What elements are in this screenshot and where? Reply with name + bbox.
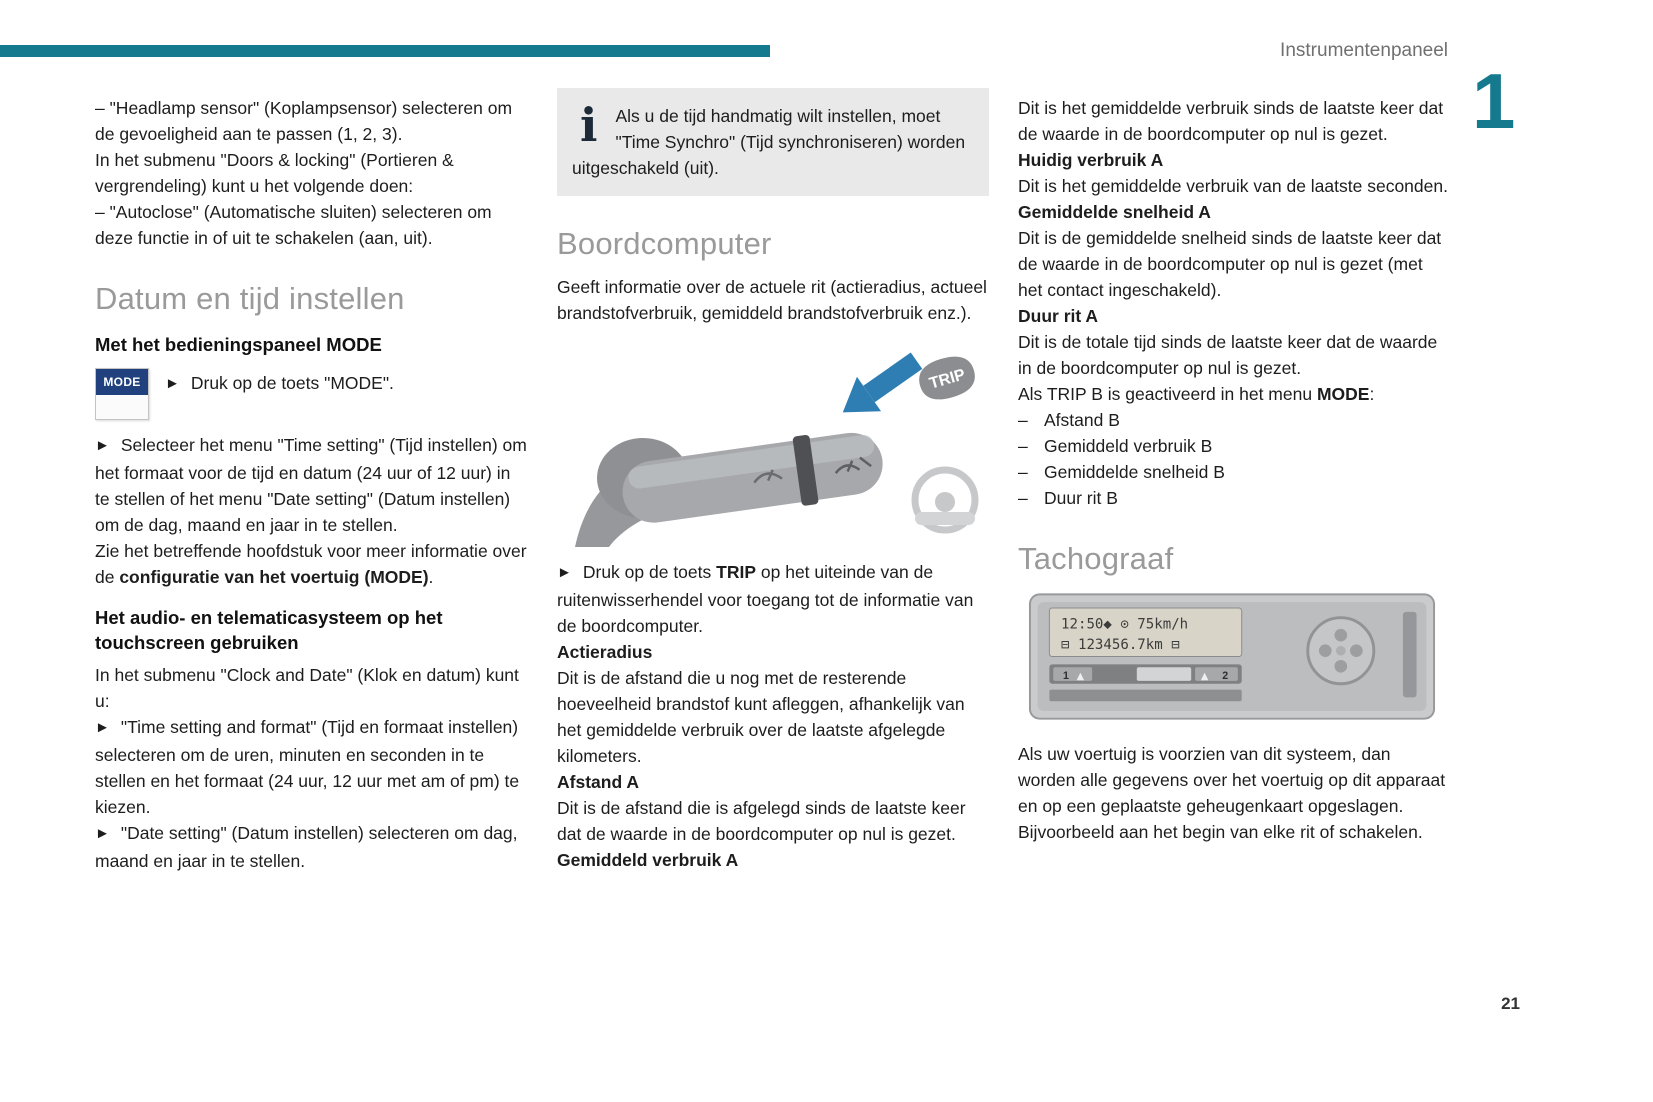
step-text: "Date setting" (Datum instellen) selecteren om dag, maand en jaar in te stellen. [95, 822, 518, 871]
paragraph: Dit is de totale tijd sinds de laatste keer dat de waarde in de boordcomputer op nul is gezet. [1018, 332, 1438, 378]
dash: – [1018, 488, 1028, 508]
list-item-label: Gemiddelde snelheid B [1044, 462, 1225, 482]
button-1-label: 1 [1062, 669, 1069, 682]
list-item-label: Afstand B [1044, 410, 1120, 430]
section-heading-tachograaf: Tachograaf [1018, 541, 1174, 576]
term-heading-gemiddeld-verbruik-a: Gemiddeld verbruik A [557, 849, 739, 870]
running-header: Instrumentenpaneel [1280, 40, 1448, 61]
paragraph: Dit is de afstand die u nog met de resterende hoeveelheid brandstof kunt afleggen, afhankelijk van het gemiddelde verbruik over de laatste afgelegde kilometers. [557, 667, 965, 766]
side-slot [1403, 611, 1417, 696]
column-middle [557, 88, 989, 873]
tachograph-buttons [1049, 664, 1241, 683]
step-arrow-icon: ► [557, 563, 572, 581]
text-run-bold: MODE [1316, 384, 1370, 404]
paragraph: Bijvoorbeeld aan het begin van elke rit of schakelen. [1018, 821, 1423, 842]
paragraph: Geeft informatie over de actuele rit (actieradius, actueel brandstofverbruik, gemiddeld brandstofverbruik enz.). [557, 276, 987, 323]
display-line-2: ⊟ 123456.7km ⊟ [1061, 636, 1180, 653]
step-text: Selecteer het menu "Time setting" (Tijd instellen) om het formaat voor de tijd en datum (24 uur of 12 uur) in te stellen of het menu "Date setting" (Datum instellen) om de dag, maand en jaar in te stellen. [95, 434, 527, 535]
page-number: 21 [1501, 994, 1520, 1013]
step-text: "Time setting and format" (Tijd en formaat instellen) selecteren om de uren, minuten en seconden in te stellen en het formaat (24 uur, 12 uur met am of pm) te kiezen. [95, 716, 520, 817]
paragraph: Dit is het gemiddelde verbruik van de laatste seconden. [1018, 176, 1448, 196]
step-instruction [557, 559, 989, 639]
term-heading-actieradius: Actieradius [557, 641, 653, 662]
wiper-stalk-illustration [557, 342, 987, 547]
tachograph-display [1049, 608, 1241, 657]
trip-button-badge [915, 351, 980, 405]
step-instruction [95, 432, 527, 538]
term-heading-huidig-verbruik-a: Huidig verbruik A [1018, 150, 1164, 170]
text-run: Zie het betreffende hoofdstuk voor meer informatie over de [95, 540, 527, 587]
tachograph-illustration [1028, 591, 1436, 725]
top-accent-bar [0, 45, 770, 57]
column-left [95, 95, 527, 874]
list-item-label: Gemiddeld verbruik B [1044, 436, 1213, 456]
step-instruction [95, 714, 527, 820]
dash: – [1018, 410, 1028, 430]
section-heading-datum-en-tijd: Datum en tijd instellen [95, 281, 405, 316]
step-arrow-icon: ► [165, 374, 180, 392]
paragraph: In het submenu "Doors & locking" (Portieren & vergrendeling) kunt u het volgende doen: [95, 150, 454, 196]
text-run-bold: TRIP [716, 561, 757, 582]
list-item [1018, 407, 1450, 433]
term-heading-duur-rit-a: Duur rit A [1018, 306, 1099, 326]
text-run: Druk op de toets [582, 561, 717, 582]
pointer-arrow-icon [831, 343, 929, 429]
paragraph: Dit is de afstand die is afgelegd sinds de laatste keer dat de waarde in de boordcomputer op nul is gezet. [557, 797, 966, 844]
list-item [1018, 433, 1450, 459]
text-run: : [1369, 384, 1375, 404]
step-arrow-icon: ► [95, 436, 110, 454]
dash: – [1018, 462, 1028, 482]
term-heading-gemiddelde-snelheid-a: Gemiddelde snelheid A [1018, 202, 1211, 222]
step-text: Druk op de toets "MODE". [190, 372, 394, 393]
chapter-number-tab: 1 [1472, 57, 1516, 145]
step-instruction [95, 820, 527, 874]
text-run: op het uiteinde van de ruitenwisserhendel voor toegang tot de informatie van de boordcomputer. [557, 561, 974, 636]
subheading-audio-telematica: Het audio- en telematicasysteem op het touchscreen gebruiken [95, 606, 443, 653]
card-slot [1049, 689, 1241, 701]
info-note [557, 88, 989, 196]
mode-step-row [95, 368, 527, 420]
paragraph: – "Autoclose" (Automatische sluiten) selecteren om deze functie in of uit te schakelen (aan, uit). [95, 202, 492, 248]
step-instruction [165, 368, 394, 398]
text-run: . [428, 566, 434, 587]
button-up-icon: ▲ [1200, 670, 1209, 682]
mode-button-label: MODE [96, 369, 148, 395]
list-item [1018, 485, 1450, 511]
info-icon: i [580, 98, 598, 152]
display-line-1: 12:50◆ ⊙ 75km/h [1061, 616, 1189, 633]
text-run: Als TRIP B is geactiveerd in het menu [1018, 384, 1317, 404]
steering-wheel-icon [915, 470, 975, 530]
info-note-text: Als u de tijd handmatig wilt instellen, moet "Time Synchro" (Tijd synchroniseren) worden uitgeschakeld (uit). [572, 106, 966, 178]
paragraph: – "Headlamp sensor" (Koplampsensor) selecteren om de gevoeligheid aan te passen (1, 2, 3). [95, 98, 513, 144]
button-2-label: 2 [1222, 669, 1229, 682]
mode-button-icon [95, 368, 149, 420]
term-heading-afstand-a: Afstand A [557, 771, 639, 792]
text-run-bold: configuratie van het voertuig (MODE) [119, 566, 429, 587]
step-arrow-icon: ► [95, 824, 110, 842]
list-item-label: Duur rit B [1044, 488, 1118, 508]
dash: – [1018, 436, 1028, 456]
rotary-knob [1308, 617, 1374, 683]
column-right [1018, 95, 1450, 845]
step-arrow-icon: ► [95, 718, 110, 736]
section-heading-boordcomputer: Boordcomputer [557, 226, 772, 261]
paragraph: Dit is het gemiddelde verbruik sinds de laatste keer dat de waarde in de boordcomputer op nul is gezet. [1018, 98, 1444, 144]
list-item [1018, 459, 1450, 485]
paragraph [1018, 381, 1450, 407]
button-up-icon: ▲ [1076, 670, 1085, 682]
paragraph: Dit is de gemiddelde snelheid sinds de laatste keer dat de waarde in de boordcomputer op nul is gezet (met het contact ingeschakeld). [1018, 228, 1442, 300]
paragraph: Als uw voertuig is voorzien van dit systeem, dan worden alle gegevens over het voertuig op dit apparaat en op een geplaatste geheugenkaart opgeslagen. [1018, 743, 1446, 816]
mode-button-body [96, 395, 148, 419]
trip-badge-label: TRIP [927, 365, 968, 393]
paragraph: In het submenu "Clock and Date" (Klok en datum) kunt u: [95, 664, 519, 711]
subheading-bedieningspaneel-mode: Met het bedieningspaneel MODE [95, 333, 382, 355]
paragraph [95, 538, 527, 590]
